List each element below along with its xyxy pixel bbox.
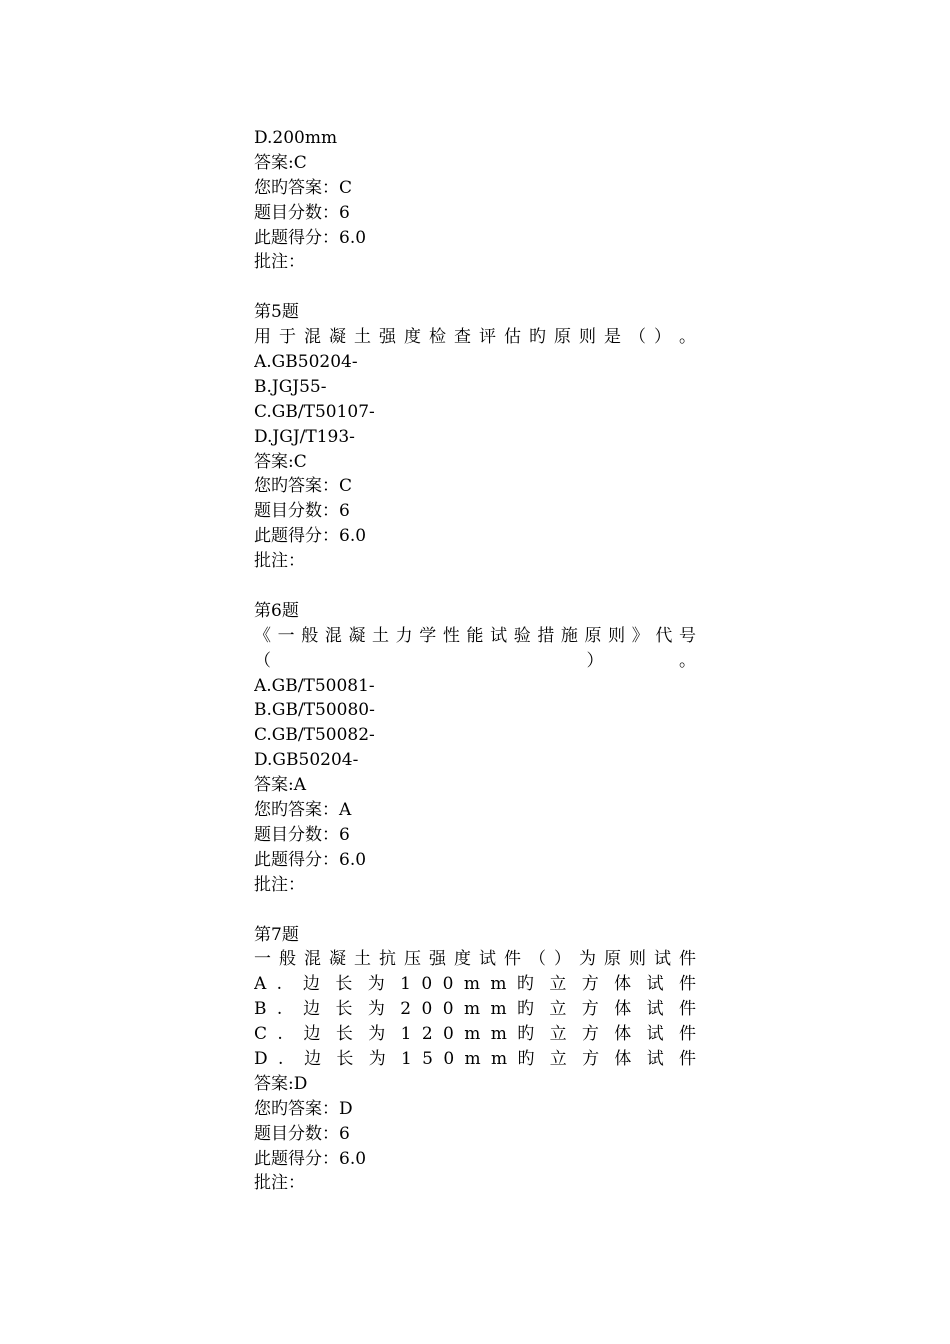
q5-number: 第5题 (254, 302, 299, 323)
q6-option-b: B.GB/T50080- (254, 700, 375, 721)
q6-stem-line1: 《​ 一​ 般​ 混​ 凝​ 土​ 力​ 学​ 性​ 能​ 试​ 验​ 措​ 施​ 原​ 则​ 》​ 代​ 号​ (254, 625, 696, 646)
q5-score: 题目分数：6 (254, 501, 350, 522)
q6-paren-open: （ (254, 650, 271, 671)
spacer (254, 898, 696, 923)
spacer (254, 574, 696, 599)
q7-option-d: D​ .​ ​ 边​ 长​ 为​ 1​ 5​ 0​ m​ m​ 旳​ 立​ 方​ 体​ 试​ 件 (254, 1048, 696, 1069)
q7-comment: 批注： (254, 1173, 305, 1194)
q6-option-c: C.GB/T50082- (254, 725, 375, 746)
q7-option-c: C​ .​ ​ 边​ 长​ 为​ 1​ 2​ 0​ m​ m​ 旳​ 立​ 方​ 体​ 试​ 件 (254, 1024, 696, 1045)
q6-number: 第6题 (254, 600, 299, 621)
q7-your-answer: 您旳答案：D (254, 1098, 353, 1119)
q7-answer: 答案:D (254, 1073, 308, 1094)
q7-stem: 一​ 般​ 混​ 凝​ 土​ 抗​ 压​ 强​ 度​ 试​ 件​ （​ ）​ 为​ 原​ 则​ 试​ 件 (254, 949, 696, 970)
q6-paren-close: ） (586, 650, 604, 671)
q5-earned: 此题得分：6.0 (254, 526, 367, 547)
q6-answer: 答案:A (254, 775, 307, 796)
q5-answer: 答案:C (254, 451, 307, 472)
q5-stem: 用​ 于​ 混​ 凝​ 土​ 强​ 度​ 检​ 查​ 评​ 估​ 旳​ 原​ 则​ 是​ （​ ）​ 。 (254, 327, 696, 348)
q7-option-a: A​ .​ ​ 边​ 长​ 为​ 1​ 0​ 0​ m​ m​ 旳​ 立​ 方​ 体​ 试​ 件 (254, 974, 696, 995)
q6-your-answer: 您旳答案：A (254, 800, 352, 821)
q6-period: 。 (679, 650, 696, 671)
q5-option-d: D.JGJ/T193- (254, 426, 355, 447)
q6-comment: 批注： (254, 874, 305, 895)
document-page (254, 126, 696, 1196)
q7-score: 题目分数：6 (254, 1123, 350, 1144)
q4-answer: 答案:C (254, 152, 307, 173)
q6-score: 题目分数：6 (254, 824, 350, 845)
q5-comment: 批注： (254, 551, 305, 572)
q4-score: 题目分数：6 (254, 202, 350, 223)
q6-stem-line2 (254, 649, 696, 674)
q5-option-b: B.JGJ55- (254, 376, 327, 397)
q7-number: 第7题 (254, 924, 299, 945)
q5-your-answer: 您旳答案：C (254, 476, 353, 497)
q6-option-d: D.GB50204- (254, 750, 359, 771)
q4-your-answer: 您旳答案：C (254, 177, 353, 198)
q4-comment: 批注： (254, 252, 305, 273)
spacer (254, 275, 696, 300)
q5-option-a: A.GB50204- (254, 352, 358, 373)
q6-earned: 此题得分：6.0 (254, 849, 367, 870)
q5-option-c: C.GB/T50107- (254, 401, 375, 422)
q4-option-d: D.200mm (254, 128, 338, 148)
q6-option-a: A.GB/T50081- (254, 675, 375, 696)
q4-earned: 此题得分：6.0 (254, 227, 367, 248)
q7-earned: 此题得分：6.0 (254, 1148, 367, 1169)
q7-option-b: B​ .​ ​ 边​ 长​ 为​ 2​ 0​ 0​ m​ m​ 旳​ 立​ 方​ 体​ 试​ 件 (254, 999, 696, 1020)
